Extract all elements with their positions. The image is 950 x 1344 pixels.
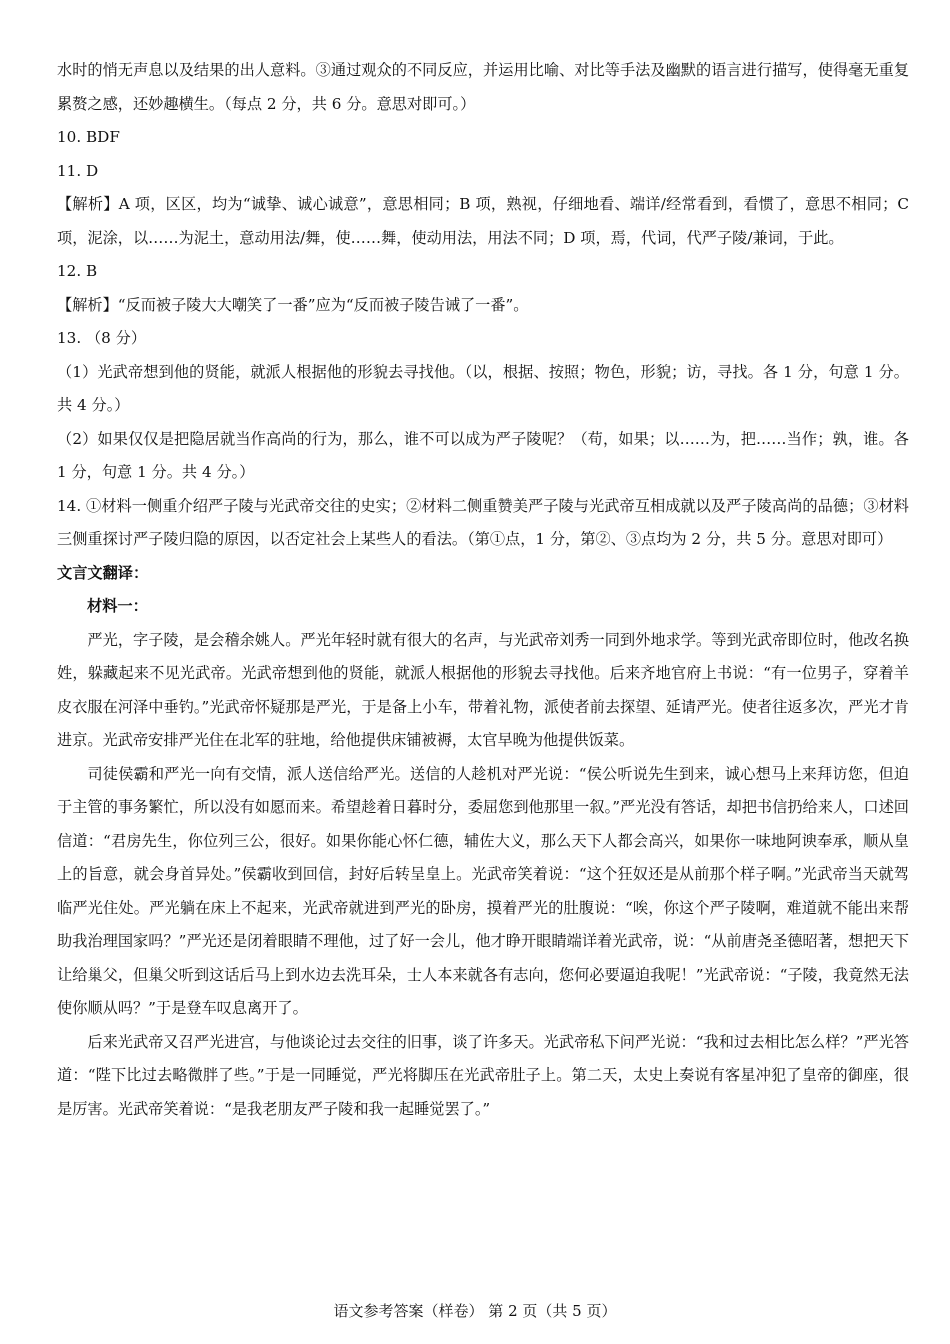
translation-paragraph-2: 司徒侯霸和严光一向有交情，派人送信给严光。送信的人趁机对严光说：“侯公听说先生到来，诚心想马上来拜访您，但迫于主管的事务繁忙，所以没有如愿而来。希望趁着日暮时分，委屈您到他那里一叙。”严光没有答话，却把书信扔给来人，口述回信道：“君房先生，你位列三公，很好。如果你能心怀仁德，辅佐大义，那么天下人都会高兴，如果你一味地阿谀奉承，顺从皇上的旨意，就会身首异处。”侯霸收到回信，封好后转呈皇上。光武帝笑着说：“这个狂奴还是从前那个样子啊。”光武帝当天就驾临严光住处。严光躺在床上不起来，光武帝就进到严光的卧房，摸着严光的肚腹说：“唉，你这个严子陵啊，难道就不能出来帮助我治理国家吗？”严光还是闭着眼睛不理他，过了好一会儿，他才睁开眼睛端详着光武帝，说：“从前唐尧圣德昭著，想把天下让给巢父，但巢父听到这话后马上到水边去洗耳朵，士人本来就各有志向，您何必要逼迫我呢！”光武帝说：“子陵，我竟然无法使你顺从吗？”于是登车叹息离开了。 bbox=[57, 764, 909, 1017]
translation-heading: 文言文翻译： bbox=[57, 563, 149, 582]
q13-part2: （2）如果仅仅是把隐居就当作高尚的行为，那么，谁不可以成为严子陵呢？（苟，如果；以……为，把……当作；孰，谁。各 1 分，句意 1 分。共 4 分。） bbox=[57, 429, 909, 481]
answer-page bbox=[57, 54, 909, 1126]
q12-answer: 12. B bbox=[57, 262, 98, 280]
q14-answer: 14. ①材料一侧重介绍严子陵与光武帝交往的史实；②材料二侧重赞美严子陵与光武帝互相成就以及严子陵高尚的品德；③材料三侧重探讨严子陵归隐的原因，以否定社会上某些人的看法。（第①点，1 分，第②、③点均为 2 分，共 5 分。意思对即可） bbox=[57, 496, 909, 548]
material1-heading: 材料一： bbox=[87, 597, 148, 615]
translation-paragraph-3: 后来光武帝又召严光进宫，与他谈论过去交往的旧事，谈了许多天。光武帝私下问严光说：“我和过去相比怎么样？”严光答道：“陛下比过去略微胖了些。”于是一同睡觉，严光将脚压在光武帝肚子上。第二天，太史上奏说有客星冲犯了皇帝的御座，很是厉害。光武帝笑着说：“是我老朋友严子陵和我一起睡觉罢了。” bbox=[57, 1032, 909, 1118]
q9-continuation: 水时的悄无声息以及结果的出人意料。③通过观众的不同反应，并运用比喻、对比等手法及幽默的语言进行描写，使得毫无重复累赘之感，还妙趣横生。（每点 2 分，共 6 分。意思对即可。） bbox=[57, 61, 909, 113]
q10-answer: 10. BDF bbox=[57, 128, 120, 146]
q11-analysis: 【解析】A 项，区区，均为“诚挚、诚心诚意”，意思相同；B 项，熟视，仔细地看、端详/经常看到，看惯了，意思不相同；C 项，泥涂，以……为泥土，意动用法/舞，使……舞，使动用法，用法不同；D 项，焉，代词，代严子陵/兼词，于此。 bbox=[57, 195, 909, 247]
page-footer: 语文参考答案（样卷） 第 2 页（共 5 页） bbox=[333, 1302, 617, 1320]
q11-answer: 11. D bbox=[57, 161, 99, 180]
q13-heading: 13. （8 分） bbox=[57, 329, 147, 347]
translation-paragraph-1: 严光，字子陵，是会稽余姚人。严光年轻时就有很大的名声，与光武帝刘秀一同到外地求学。等到光武帝即位时，他改名换姓，躲藏起来不见光武帝。光武帝想到他的贤能，就派人根据他的形貌去寻找他。后来齐地官府上书说：“有一位男子，穿着羊皮衣服在河泽中垂钓。”光武帝怀疑那是严光，于是备上小车，带着礼物，派使者前去探望、延请严光。使者往返多次，严光才肯进京。光武帝安排严光住在北军的驻地，给他提供床铺被褥，太官早晚为他提供饭菜。 bbox=[57, 630, 909, 749]
q13-part1: （1）光武帝想到他的贤能，就派人根据他的形貌去寻找他。（以，根据、按照；物色，形貌；访，寻找。各 1 分，句意 1 分。共 4 分。） bbox=[57, 362, 909, 414]
q12-analysis: 【解析】“反而被子陵大大嘲笑了一番”应为“反而被子陵告诫了一番”。 bbox=[57, 295, 529, 314]
